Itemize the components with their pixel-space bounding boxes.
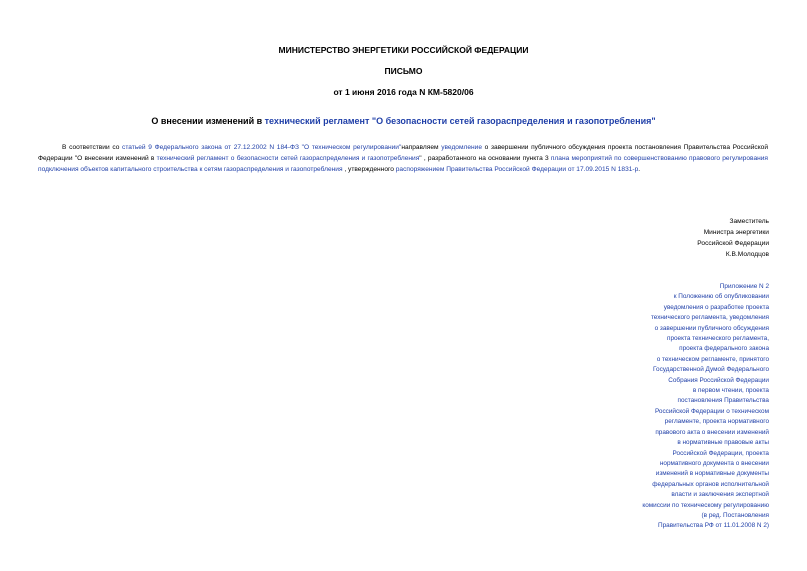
signature-position: Российской Федерации bbox=[697, 240, 769, 247]
document-type: ПИСЬМО bbox=[384, 66, 423, 76]
subject-prefix: О внесении изменений в bbox=[151, 116, 265, 126]
action-plan-link[interactable]: плана мероприятий по совершенствованию правового регулирования подключения объектов капитального строительства к сетям газораспределения и газопотребления bbox=[38, 155, 769, 173]
appendix-line[interactable]: уведомления о разработке проекта bbox=[663, 303, 769, 311]
appendix-line[interactable]: Собрания Российской Федерации bbox=[668, 376, 769, 384]
law-article-link[interactable]: статьей 9 Федерального закона от 27.12.2002 N 184-ФЗ "О техническом регулировании" bbox=[122, 144, 402, 151]
document-date-number: от 1 июня 2016 года N КМ-5820/06 bbox=[333, 87, 474, 97]
appendix-line[interactable]: Российской Федерации о техническом bbox=[654, 407, 769, 415]
appendix-line[interactable]: проекта федерального закона bbox=[679, 345, 769, 353]
appendix-line[interactable]: о завершении публичного обсуждения bbox=[654, 324, 769, 332]
signature-position: Заместитель bbox=[729, 218, 769, 225]
government-order-link[interactable]: распоряжением Правительства Российской Федерации от 17.09.2015 N 1831-р bbox=[395, 166, 639, 173]
signature-block bbox=[697, 216, 769, 260]
appendix-line[interactable]: в первом чтении, проекта bbox=[692, 387, 769, 395]
appendix-block bbox=[642, 282, 769, 532]
subject-regulation-link[interactable]: технический регламент "О безопасности сетей газораспределения и газопотребления" bbox=[264, 116, 656, 126]
appendix-line[interactable]: Российской Федерации, проекта bbox=[672, 449, 769, 457]
appendix-line[interactable]: нормативного документа о внесении bbox=[659, 459, 769, 467]
notification-link[interactable]: уведомление bbox=[441, 144, 483, 151]
appendix-line[interactable]: к Положению об опубликовании bbox=[673, 293, 769, 301]
body-paragraph bbox=[38, 142, 768, 175]
appendix-line[interactable]: изменений в нормативные документы bbox=[655, 470, 769, 478]
appendix-line[interactable]: комиссии по техническому регулированию bbox=[642, 501, 769, 509]
appendix-line[interactable]: Правительства РФ от 11.01.2008 N 2) bbox=[658, 522, 769, 530]
appendix-line[interactable]: в нормативные правовые акты bbox=[677, 439, 769, 447]
body-text: В соответствии со bbox=[62, 144, 123, 151]
letter-body bbox=[38, 142, 768, 175]
appendix-line[interactable]: власти и заключения экспертной bbox=[671, 491, 769, 499]
technical-regulation-link[interactable]: технический регламент о безопасности сетей газораспределения и газопотребления bbox=[156, 155, 420, 162]
appendix-line[interactable]: Приложение N 2 bbox=[719, 283, 769, 290]
appendix-line[interactable]: проекта технического регламента, bbox=[666, 335, 769, 343]
appendix-line[interactable]: постановления Правительства bbox=[677, 397, 769, 405]
appendix-line[interactable]: (в ред. Постановления bbox=[701, 511, 769, 519]
appendix-line[interactable]: о техническом регламенте, принятого bbox=[656, 355, 769, 363]
signature-position: Министра энергетики bbox=[703, 229, 769, 236]
appendix-line[interactable]: технического регламента, уведомления bbox=[650, 314, 769, 322]
document-subject bbox=[0, 116, 807, 126]
ministry-heading: МИНИСТЕРСТВО ЭНЕРГЕТИКИ РОССИЙСКОЙ ФЕДЕРАЦИИ bbox=[278, 45, 529, 55]
body-text: . bbox=[638, 166, 641, 173]
appendix-line[interactable]: правового акта о внесении изменений bbox=[655, 428, 769, 436]
signature-name: К.В.Молодцов bbox=[725, 251, 769, 258]
appendix-line[interactable]: федеральных органов исполнительной bbox=[652, 480, 769, 488]
body-text: о завершении публичного обсуждения проекта постановления Правительства Российской Федерации "О внесении изменений в bbox=[38, 144, 768, 162]
appendix-line[interactable]: регламенте, проекта нормативного bbox=[664, 418, 769, 426]
appendix-line[interactable]: Государственной Думой Федерального bbox=[653, 366, 769, 374]
body-text: , утвержденного bbox=[342, 166, 396, 173]
body-text: " , разработанного на основании пункта 3 bbox=[419, 155, 551, 162]
body-text: направляем bbox=[401, 144, 442, 151]
